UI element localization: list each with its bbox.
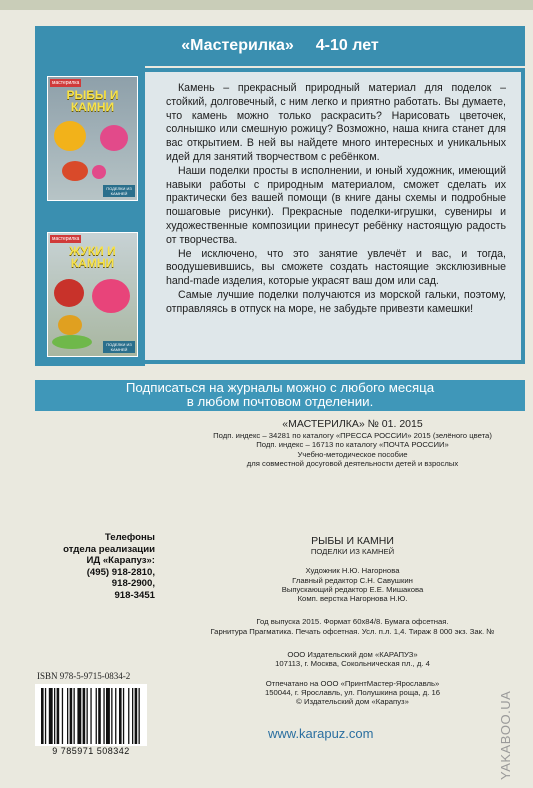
barcode-bar	[123, 688, 124, 744]
subscription-index: Подп. индекс – 34281 по каталогу «ПРЕССА РОССИИ» 2015 (зелёного цвета)	[213, 431, 492, 440]
printer-address: 150044, г. Ярославль, ул. Полушкина роща, д. 16	[264, 687, 441, 697]
barcode-bar	[62, 688, 63, 744]
print-details: Год выпуска 2015. Формат 60x84/8. Бумага офсетная.	[256, 617, 449, 627]
book-series-tag: мастерилка	[52, 80, 80, 86]
barcode-number: 9 785971 508342	[52, 746, 130, 756]
barcode-bar	[135, 688, 138, 744]
watermark: YAKABOO.UA	[498, 690, 513, 780]
sales-phones: Телефоны отдела реализации ИД «Карапуз»: (495) 918-2810, 918-2900, 918-3451	[63, 532, 155, 601]
book-cover-subtitle: ПОДЕЛКИ ИЗ КАМНЕЙ	[103, 341, 135, 353]
barcode	[35, 684, 147, 746]
age-range: 4-10 лет	[315, 37, 379, 54]
barcode-bar	[115, 688, 116, 744]
magazine-title: «МАСТЕРИЛКА» № 01. 2015	[282, 418, 423, 430]
barcode-bar	[83, 688, 86, 744]
description-text	[166, 82, 506, 317]
print-details: Гарнитура Прагматика. Печать офсетная. Усл. п.л. 1,4. Тираж 8 000 экз. Зак. №	[210, 626, 495, 636]
book-cover-title: РЫБЫ И КАМНИ	[66, 88, 119, 114]
credit-line: Главный редактор С.Н. Савушкин	[292, 575, 413, 585]
paragraph: Наши поделки просты в исполнении, и юный художник, имеющий навыки работы с природным материалом, сможет сделать их практически без вашей помощи (в книге даны схемы и подробные пошаговые рисунки). Прекрасные поделки-игрушки, сувениры и художественные композиции принесут ребёнку настоящую радость от творчества.	[166, 164, 506, 246]
barcode-bar	[67, 688, 68, 744]
credit-line: Выпускающий редактор Е.Е. Мишакова	[281, 584, 424, 594]
barcode-bar	[96, 688, 97, 744]
barcode-bar	[74, 688, 75, 744]
butterfly-stone-icon	[92, 279, 130, 313]
leaf-icon	[52, 335, 92, 349]
book-cover-beetles	[47, 232, 138, 357]
book-cover-title: ЖУКИ И КАМНИ	[69, 244, 116, 270]
barcode-bar	[98, 688, 101, 744]
isbn: ISBN 978-5-9715-0834-2	[37, 671, 131, 681]
barcode-bar	[41, 688, 44, 744]
octopus-stone-icon	[100, 125, 128, 151]
beetle-stone-icon	[54, 279, 84, 307]
barcode-bar	[77, 688, 81, 744]
credit-line: Комп. верстка Нагорнова Н.Ю.	[297, 594, 408, 604]
paragraph: Камень – прекрасный природный материал для поделок – стойкий, долговечный, с ним легко и приятно работать. Вы думаете, что камень можно только раскрасить? Нарисовать цветочек, солнышко или смешную рожицу? Возможно, наша книга станет для вас открытием. В ней вы найдете много интересных и уникальных идей для занятий творчеством с ребёнком.	[166, 82, 506, 163]
ladybug-stone-icon	[58, 315, 82, 335]
subscription-index: Подп. индекс – 16713 по каталогу «ПОЧТА РОССИИ»	[256, 440, 449, 450]
barcode-bar	[57, 688, 60, 744]
crab-stone-icon	[62, 161, 88, 181]
book-cover-fish	[47, 76, 138, 201]
barcode-bar	[132, 688, 133, 744]
book-series-tag: мастерилка	[52, 236, 80, 242]
goldfish-stone-icon	[54, 121, 86, 151]
barcode-bar	[90, 688, 91, 744]
barcode-bar	[119, 688, 122, 744]
series-header	[35, 26, 525, 66]
copyright: © Издательский дом «Карапуз»	[296, 697, 409, 707]
book-imprint	[180, 535, 525, 707]
book-subtitle: ПОДЕЛКИ ИЗ КАМНЕЙ	[310, 547, 395, 556]
credit-line: Художник Н.Ю. Нагорнова	[305, 566, 400, 576]
paragraph: Не исключено, что это занятие увлечёт и вас, и тогда, воодушевившись, вы сможете создать настоящие эксклюзивные hand-made изделия, которые украсят ваш дом или сад.	[166, 247, 506, 288]
barcode-bar	[139, 688, 140, 744]
barcode-bar	[45, 688, 46, 744]
website-link[interactable]: www.karapuz.com	[268, 726, 374, 741]
printer-line: Отпечатано на ООО «ПринтМастер-Ярославль»	[265, 678, 440, 688]
barcode-bar	[87, 688, 88, 744]
starfish-stone-icon	[92, 165, 106, 179]
book-description: для совместной досуговой деятельности детей и взрослых	[246, 458, 459, 468]
book-title: РЫБЫ И КАМНИ	[311, 535, 394, 547]
series-name: «Мастерилка»	[181, 37, 294, 54]
barcode-bar	[70, 688, 73, 744]
book-cover-subtitle: ПОДЕЛКИ ИЗ КАМНЕЙ	[103, 185, 135, 197]
magazine-imprint	[180, 418, 525, 468]
barcode-bar	[103, 688, 104, 744]
barcode-bar	[106, 688, 110, 744]
barcode-bar	[49, 688, 53, 744]
subscription-banner: Подписаться на журналы можно с любого месяца в любом почтовом отделении.	[35, 380, 525, 411]
barcode-bars	[35, 684, 147, 746]
paragraph: Самые лучшие поделки получаются из морской гальки, поэтому, отправляясь в отпуск на море, не забудьте привезти камешки!	[166, 288, 506, 315]
book-covers-panel	[35, 66, 145, 366]
barcode-bar	[111, 688, 112, 744]
barcode-bar	[128, 688, 129, 744]
book-description: Учебно-методическое пособие	[297, 449, 408, 459]
top-band	[0, 0, 533, 10]
publisher-line: ООО Издательский дом «КАРАПУЗ»	[287, 650, 418, 660]
barcode-bar	[54, 688, 55, 744]
publisher-address: 107113, г. Москва, Сокольническая пл., д. 4	[275, 659, 430, 669]
